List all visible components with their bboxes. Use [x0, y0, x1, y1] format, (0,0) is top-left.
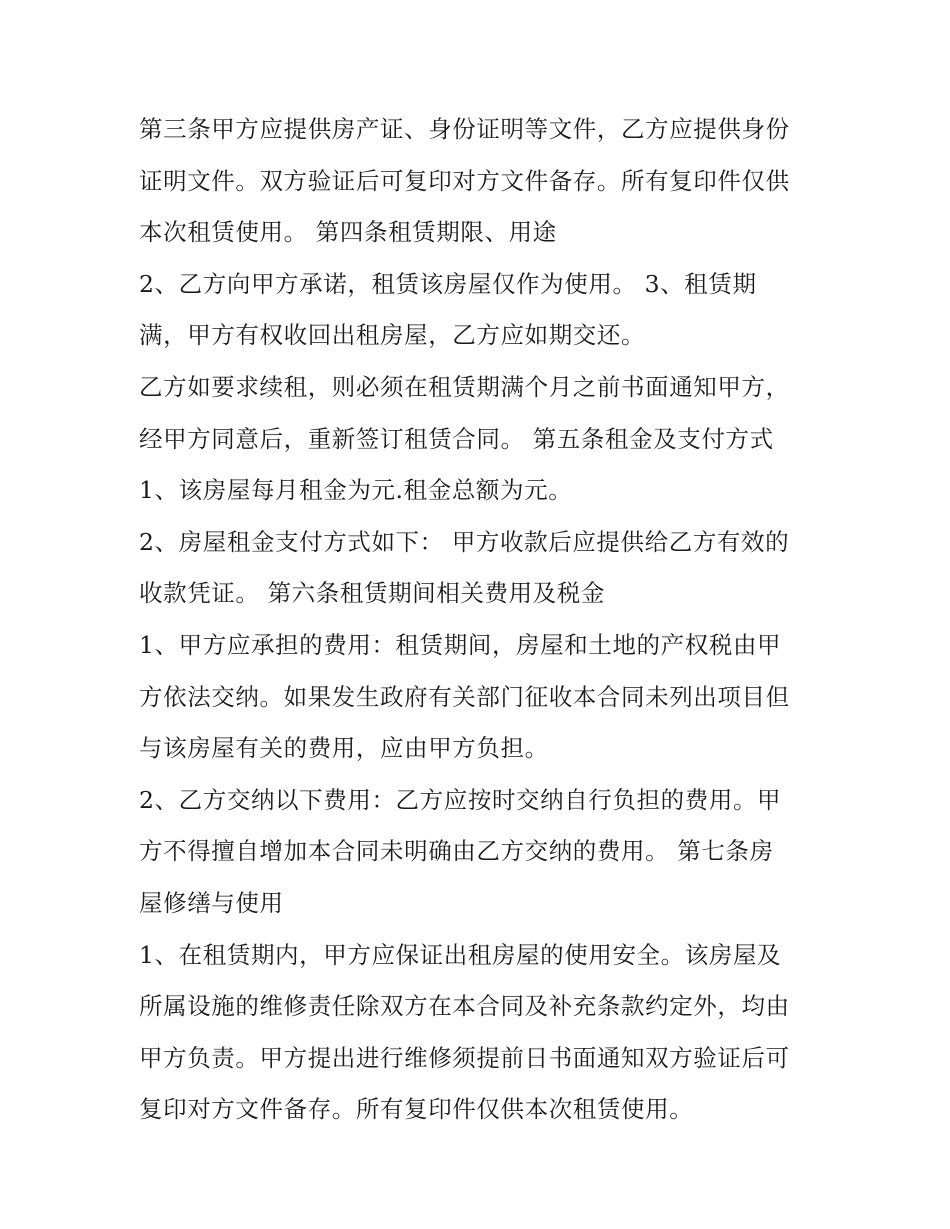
- text-line: 乙方如要求续租，则必须在租赁期满个月之前书面通知甲方，: [139, 372, 790, 401]
- text-line: 1、该房屋每月租金为元.租金总额为元。: [139, 476, 573, 505]
- text-line: 1、甲方应承担的费用：租赁期间，房屋和土地的产权税由甲: [139, 630, 782, 659]
- text-line: 与该房屋有关的费用，应由甲方负担。: [139, 734, 549, 763]
- text-line: 第三条甲方应提供房产证、身份证明等文件，乙方应提供身份: [139, 115, 790, 143]
- text-line: 方不得擅自增加本合同未明确由乙方交纳的费用。 第七条房: [139, 837, 774, 866]
- text-line: 2、乙方交纳以下费用：乙方应按时交纳自行负担的费用。甲: [139, 785, 782, 814]
- text-line: 方依法交纳。如果发生政府有关部门征收本合同未列出项目但: [139, 682, 790, 711]
- text-line: 本次租赁使用。 第四条租赁期限、用途: [139, 218, 557, 247]
- text-line: 1、在租赁期内，甲方应保证出租房屋的使用安全。该房屋及: [139, 940, 782, 969]
- text-line: 2、房屋租金支付方式如下： 甲方收款后应提供给乙方有效的: [139, 527, 790, 556]
- text-line: 甲方负责。甲方提出进行维修须提前日书面通知双方验证后可: [139, 1043, 790, 1072]
- text-line: 复印对方文件备存。所有复印件仅供本次租赁使用。: [139, 1095, 694, 1124]
- text-line: 2、乙方向甲方承诺，租赁该房屋仅作为使用。 3、租赁期: [139, 269, 757, 298]
- text-line: 收款凭证。 第六条租赁期间相关费用及税金: [139, 579, 605, 608]
- text-line: 屋修缮与使用: [139, 888, 284, 917]
- text-line: 所属设施的维修责任除双方在本合同及补充条款约定外，均由: [139, 992, 790, 1021]
- text-line: 经甲方同意后，重新签订租赁合同。 第五条租金及支付方式: [139, 424, 774, 453]
- document-body: [139, 104, 819, 1136]
- text-line: 满，甲方有权收回出租房屋，乙方应如期交还。: [139, 321, 646, 350]
- text-line: 证明文件。双方验证后可复印对方文件备存。所有复印件仅供: [139, 166, 790, 195]
